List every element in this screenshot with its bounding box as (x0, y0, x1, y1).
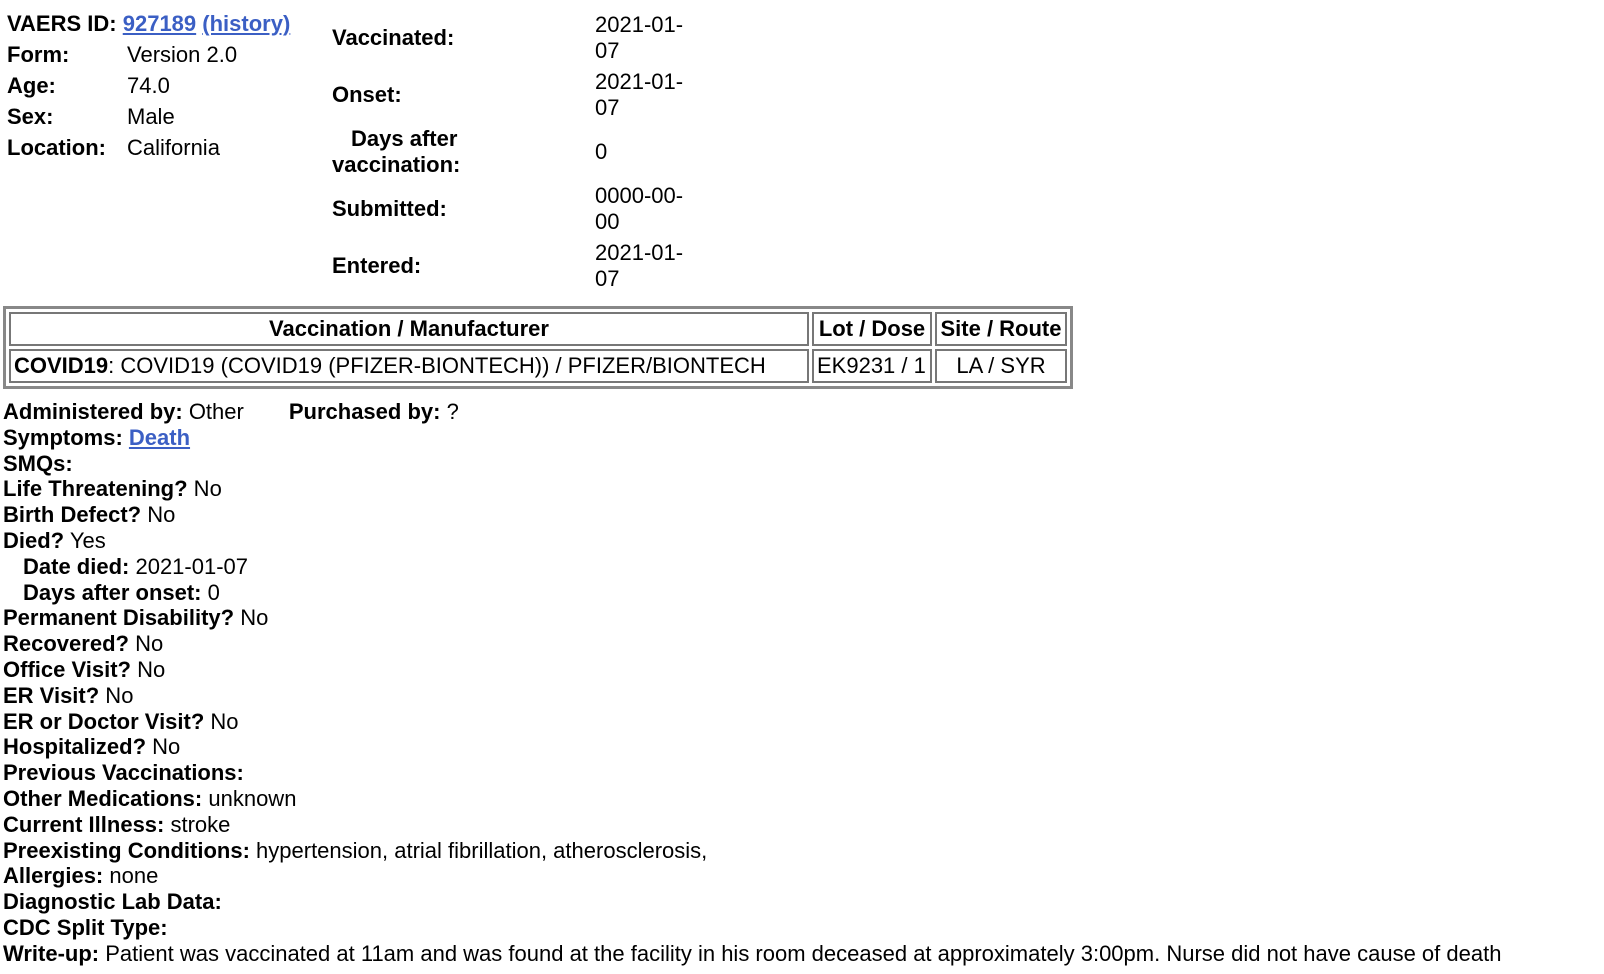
symptoms-row (3, 425, 1501, 451)
date-died-row (3, 554, 1501, 580)
history-link[interactable]: (history) (202, 11, 291, 36)
preexisting-conditions-value: hypertension, atrial fibrillation, atherosclerosis, (249, 837, 708, 863)
hospitalized-row (3, 734, 1501, 760)
life-threatening-value: No (187, 476, 222, 502)
preexisting-conditions-label: Preexisting Conditions: (3, 837, 250, 863)
entered-value-line2: 07 (595, 266, 620, 291)
smqs-row (3, 451, 1501, 477)
entered-value-line1: 2021-01- (595, 240, 684, 265)
purchased-label: Purchased by: (288, 399, 441, 424)
vaers-id-row (7, 8, 290, 39)
life-threatening-row (3, 476, 1501, 502)
birth-defect-label: Birth Defect? (3, 502, 142, 528)
vaccine-table-frame (3, 306, 1073, 389)
sex-row (7, 101, 290, 132)
onset-value-line2: 07 (595, 95, 620, 120)
hospitalized-value: No (146, 734, 181, 760)
col-vaccination-manufacturer: Vaccination / Manufacturer (9, 312, 809, 346)
form-row (7, 39, 290, 70)
birth-defect-row (3, 502, 1501, 528)
submitted-value-line2: 00 (595, 209, 620, 234)
vaccinated-value-line1: 2021-01- (595, 12, 684, 37)
er-doctor-visit-value: No (204, 708, 239, 734)
vaccine-table-header (9, 312, 1067, 346)
current-illness-value: stroke (164, 811, 231, 837)
er-visit-label: ER Visit? (3, 682, 100, 708)
symptoms-label: Symptoms: (3, 424, 123, 450)
office-visit-value: No (130, 656, 166, 682)
permanent-disability-label: Permanent Disability? (3, 605, 235, 631)
write-up-row (3, 941, 1501, 967)
vaers-id-link[interactable]: 927189 (122, 11, 197, 36)
recovered-label: Recovered? (3, 631, 129, 657)
recovered-row (3, 631, 1501, 657)
office-visit-label: Office Visit? (3, 656, 131, 682)
smqs-label: SMQs: (3, 450, 73, 476)
form-value: Version 2.0 (127, 42, 238, 67)
allergies-value: none (103, 863, 159, 889)
write-up-value: Patient was vaccinated at 11am and was found at the facility in his room deceased at approximately 3:00pm. Nurse did not have cause of death (99, 940, 1502, 966)
age-value: 74.0 (127, 73, 170, 98)
er-visit-value: No (99, 682, 134, 708)
vaccinated-label: Vaccinated: (332, 25, 455, 50)
days-after-onset-label: Days after onset: (23, 579, 202, 605)
col-lot-dose: Lot / Dose (812, 312, 932, 346)
days-after-onset-value: 0 (201, 579, 220, 605)
days-after-label-line1: Days after (351, 126, 458, 151)
life-threatening-label: Life Threatening? (3, 476, 188, 502)
sex-value: Male (127, 104, 175, 129)
entered-value (595, 240, 705, 292)
er-doctor-visit-label: ER or Doctor Visit? (3, 708, 205, 734)
days-after-vaccination-value: 0 (595, 139, 608, 164)
symptom-death-link[interactable]: Death (128, 424, 191, 450)
days-after-vaccination-label (332, 126, 592, 178)
administered-value: Other (182, 399, 244, 424)
report-details (3, 399, 1501, 967)
write-up-label: Write-up: (3, 940, 100, 966)
submitted-value-line1: 0000-00- (595, 183, 684, 208)
vaccine-table (6, 309, 1070, 386)
submitted-label: Submitted: (332, 196, 447, 221)
other-medications-value: unknown (202, 785, 297, 811)
location-value: California (127, 135, 220, 160)
vaccinated-value-line2: 07 (595, 38, 620, 63)
date-died-value: 2021-01-07 (129, 553, 249, 579)
died-value: Yes (64, 527, 106, 553)
died-label: Died? (3, 527, 65, 553)
submitted-value (595, 183, 705, 235)
previous-vaccinations-label: Previous Vaccinations: (3, 760, 244, 786)
office-visit-row (3, 657, 1501, 683)
allergies-row (3, 863, 1501, 889)
age-row (7, 70, 290, 101)
vaccine-cell (9, 349, 809, 383)
diagnostic-lab-data-label: Diagnostic Lab Data: (3, 889, 222, 915)
onset-value-line1: 2021-01- (595, 69, 684, 94)
other-medications-row (3, 786, 1501, 812)
current-illness-row (3, 812, 1501, 838)
birth-defect-value: No (141, 502, 176, 528)
age-label: Age: (7, 73, 56, 98)
days-after-label-line2: vaccination: (332, 152, 461, 177)
vaccinated-value (595, 12, 705, 64)
preexisting-conditions-row (3, 838, 1501, 864)
onset-value (595, 69, 705, 121)
vaccine-code: COVID19 (14, 353, 109, 378)
current-illness-label: Current Illness: (3, 811, 165, 837)
form-label: Form: (7, 42, 70, 67)
other-medications-label: Other Medications: (3, 785, 203, 811)
vaccine-name: : COVID19 (COVID19 (PFIZER-BIONTECH)) / PFIZER/BIONTECH (108, 353, 766, 378)
er-doctor-visit-row (3, 709, 1501, 735)
location-row (7, 132, 290, 163)
died-row (3, 528, 1501, 554)
previous-vaccinations-row (3, 760, 1501, 786)
vaers-id-label: VAERS ID: (7, 11, 117, 36)
administered-purchased-row (3, 399, 1501, 425)
sex-label: Sex: (7, 104, 54, 129)
hospitalized-label: Hospitalized? (3, 734, 147, 760)
permanent-disability-row (3, 605, 1501, 631)
onset-label: Onset: (332, 82, 402, 107)
er-visit-row (3, 683, 1501, 709)
location-label: Location: (7, 135, 106, 160)
permanent-disability-value: No (234, 605, 269, 631)
days-after-onset-row (3, 580, 1501, 606)
site-route-cell: LA / SYR (935, 349, 1067, 383)
diagnostic-lab-data-row (3, 889, 1501, 915)
recovered-value: No (128, 631, 164, 657)
cdc-split-type-label: CDC Split Type: (3, 914, 168, 940)
col-site-route: Site / Route (935, 312, 1067, 346)
date-died-label: Date died: (23, 553, 130, 579)
allergies-label: Allergies: (3, 863, 104, 889)
administered-label: Administered by: (3, 399, 183, 424)
cdc-split-type-row (3, 915, 1501, 941)
table-row (9, 349, 1067, 383)
lot-dose-cell: EK9231 / 1 (812, 349, 932, 383)
report-summary (7, 8, 290, 163)
entered-label: Entered: (332, 253, 422, 278)
purchased-value: ? (440, 399, 459, 424)
